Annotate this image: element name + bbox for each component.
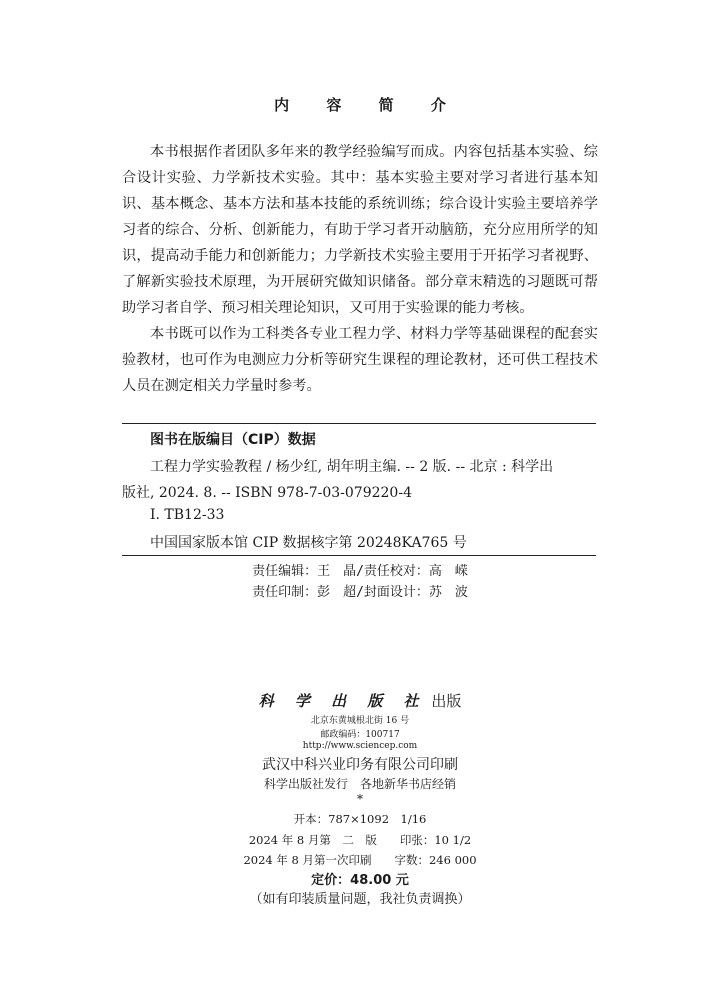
staff-line-2: 责任印制：彭 超/封面设计：苏 波 xyxy=(252,585,468,600)
notice-line: （如有印装质量问题，我社负责调换） xyxy=(249,892,471,907)
publisher-name xyxy=(0,690,720,711)
publisher-postcode: 邮政编码：100717 xyxy=(320,730,400,740)
cip-record-number: 中国国家版本馆 CIP 数据核字第 20248KA765 号 xyxy=(150,535,467,551)
intro-paragraph-1: 本书根据作者团队多年来的教学经验编写而成。内容包括基本实验、综合设计实验、力学新技术实验。其中：基本实验主要对学习者进行基本知识、基本概念、基本方法和基本技能的系统训练；综合设计实验主要培养学习者的综合、分析、创新能力，有助于学习者开动脑筋，充分应用所学的知识，提高动手能力和创新能力；力学新技术实验主要用于开拓学习者视野、了解新实验技术原理，为开展研究做知识储备。部分章末精选的习题既可帮助学习者自学、预习相关理论知识，又可用于实验课的能力考核。 xyxy=(122,144,598,316)
distribution-line: 科学出版社发行 各地新华书店经销 xyxy=(263,777,456,791)
cip-bottom-rule xyxy=(122,555,596,556)
edition-line: 2024 年 8 月第 二 版 印张：10 1/2 xyxy=(248,833,472,847)
intro-body xyxy=(122,139,598,399)
cip-entry-line-1: 工程力学实验教程 / 杨少红, 胡年明主编. -- 2 版. -- 北京 : 科学出 xyxy=(150,459,554,475)
cip-classification: I. TB12-33 xyxy=(150,507,225,523)
publisher-address: 北京东黄城根北街 16 号 xyxy=(310,716,410,726)
cip-entry-line-2: 版社, 2024. 8. -- ISBN 978-7-03-079220-4 xyxy=(122,485,412,501)
publisher-suffix: 出版 xyxy=(431,692,462,710)
cip-heading: 图书在版编目（CIP）数据 xyxy=(150,432,316,448)
publisher-name-text: 科 学 出 版 社 xyxy=(258,692,427,710)
format-line: 开本：787×1092 1/16 xyxy=(293,812,427,826)
intro-title: 内 容 简 介 xyxy=(274,96,462,114)
star-separator: * xyxy=(357,792,363,806)
staff-line-1: 责任编辑：王 晶/责任校对：高 嵘 xyxy=(252,564,468,579)
intro-paragraph-2: 本书既可以作为工科类各专业工程力学、材料力学等基础课程的配套实验教材，也可作为电测应力分析等研究生课程的理论教材，还可供工程技术人员在测定相关力学量时参考。 xyxy=(122,326,598,394)
price-line: 定价：48.00 元 xyxy=(311,873,409,888)
printing-line: 2024 年 8 月第一次印刷 字数：246 000 xyxy=(243,853,477,867)
publisher-url: http://www.sciencep.com xyxy=(302,741,418,751)
cip-top-rule xyxy=(122,423,596,424)
printer-line: 武汉中科兴业印务有限公司印刷 xyxy=(262,757,458,773)
